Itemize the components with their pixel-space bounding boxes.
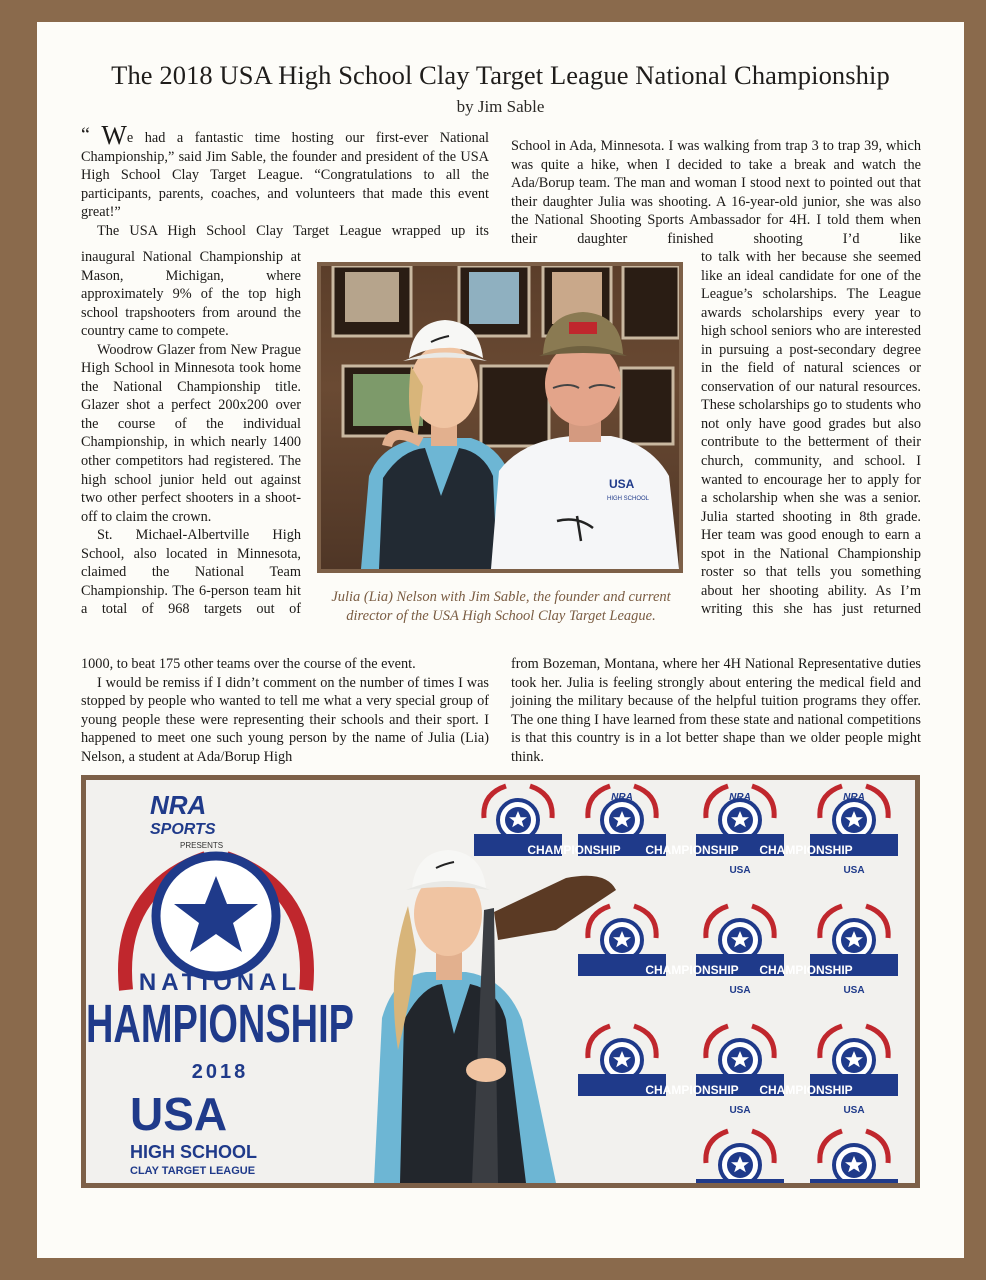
paragraph-1-first-line: e had a fantastic time hosting our first-ever National [126, 130, 490, 146]
presents-text: PRESENTS [180, 841, 224, 850]
article-title: The 2018 USA High School Clay Target League National Championship [111, 60, 890, 90]
photo-julia-championship-banner [81, 775, 920, 1188]
jim-cap-logo [569, 322, 597, 334]
paragraph-3: Woodrow Glazer from New Prague High School in Minnesota took home the National Championship title. Glazer shot a perfect 200x200 over the course of the individual Championship, in which nearly 1400 other competitors had registered. The high school junior held out against two other perfect shooters in a shoot-off to claim the crown. [81, 341, 301, 525]
tile-usa-text: USA [729, 985, 751, 996]
tile-nra-text: NRA [843, 792, 865, 803]
tile-championship-text: CHAMPIONSHIP [527, 843, 621, 857]
photo-1-illustration [321, 266, 679, 569]
shotgun-stock [494, 876, 616, 940]
wall-frame-4 [623, 266, 679, 338]
magazine-page [37, 22, 964, 1258]
wall-frame-7 [621, 368, 673, 444]
right-column-bottom [511, 655, 921, 766]
tile-championship-text: CHAMPIONSHIP [759, 963, 853, 977]
clay-target-league-text: CLAY TARGET LEAGUE [130, 1165, 256, 1177]
article-byline: by Jim Sable [456, 97, 545, 116]
photo-1-caption: Julia (Lia) Nelson with Jim Sable, the founder and current director of the USA High School Clay Target League. [331, 589, 671, 624]
left-column-top [81, 120, 490, 240]
tile-championship-text: CHAMPIONSHIP [759, 843, 853, 857]
initial-letter: W [101, 120, 127, 150]
left-column-narrow [81, 248, 301, 619]
right-column-top [511, 137, 921, 248]
photo-2-illustration [86, 780, 915, 1183]
high-school-text: HIGH SCHOOL [130, 1142, 258, 1162]
jim-shirt-logo-usa: USA [609, 477, 635, 491]
paragraph-1-rest: Championship,” said Jim Sable, the founder and president of the USA High School Clay Target League. “Congratulations to all the participants, parents, coaches, and volunteers that made this event great!” [81, 148, 489, 221]
paragraph-6-start: School in Ada, Minnesota. I was walking from trap 3 to trap 39, which was quite a hike, when I decided to take a break and watch the Ada/Borup team. The man and woman I stood next to pointed out that their daughter Julia was shooting. A 16-year-old junior, she was also the National Shooting Sports Ambassador for 4H. I told them when their daughter finished shooting I’d like [511, 138, 921, 247]
julia-hand [466, 1058, 506, 1082]
jim-shirt-logo-hs: HIGH SCHOOL [607, 496, 650, 502]
nra-sports-text: SPORTS [150, 821, 216, 838]
nra-logo-text: NRA [150, 790, 207, 820]
tile-usa-text: USA [729, 1105, 751, 1116]
tile-usa-text: USA [843, 985, 865, 996]
paragraph-2-start: The USA High School Clay Target League wrapped up its [97, 222, 489, 239]
wall-frame-6 [481, 366, 549, 446]
usa-logo-text: USA [130, 1088, 228, 1140]
tile-championship-text: CHAMPIONSHIP [645, 1083, 739, 1097]
tile-nra-text: NRA [611, 792, 633, 803]
year-text: 2018 [191, 1061, 249, 1083]
tile-usa-text: USA [729, 865, 751, 876]
tile-championship-text: CHAMPIONSHIP [645, 963, 739, 977]
paragraph-4-end: 1000, to beat 175 other teams over the course of the event. [81, 656, 416, 672]
paragraph-6-end: from Bozeman, Montana, where her 4H National Representative duties took her. Julia is feeling strongly about entering the medical field and joining the military because of the helpful tuition programs they offer. The one thing I have learned from these state and national competitions is that this country is in a lot better shape than we older people might think. [511, 656, 921, 765]
tile-championship-text: CHAMPIONSHIP [645, 843, 739, 857]
tile-nra-text: NRA [729, 792, 751, 803]
tile-usa-text: USA [843, 1105, 865, 1116]
tile-championship-text: CHAMPIONSHIP [759, 1083, 853, 1097]
paragraph-4-start: St. Michael-Albertville High School, also located in Minnesota, claimed the National Team Championship. The 6-person team hit a total of 968 targets out of [81, 527, 301, 618]
frame-1-photo [345, 272, 399, 322]
paragraph-5: I would be remiss if I didn’t comment on the number of times I was stopped by people who wanted to tell me what a very special group of young people these were representing their schools and their sport. I happened to meet one such young person by the name of Julia (Lia) Nelson, a student at Ada/Borup High [81, 674, 489, 765]
national-text: NATIONAL [138, 969, 302, 996]
championship-text: HAMPIONSHIP [86, 994, 354, 1054]
paragraph-6-middle: to talk with her because she seemed like an ideal candidate for one of the League’s scholarships. The League awards scholarships every year to high school seniors who are interested in pursuing a post-secondary degree in the field of natural sciences or conservation of our natural resources. These scholarships go to students who not only have good grades but also contribute to the betterment of their church, community, and school. I wanted to encourage her to apply for a scholarship when she was a senior. Julia started shooting in 8th grade. Her team was good enough to earn a spot in the National Championship roster so that tells you something about her shooting ability. As I’m writing this she has just returned [701, 249, 921, 618]
paragraph-2-rest: inaugural National Championship at Mason, Michigan, where approximately 9% of the top high school trapshooters from around the country came to compete. [81, 249, 301, 340]
tile-usa-text: USA [843, 865, 865, 876]
paragraph-1 [81, 120, 490, 222]
right-column-narrow [701, 248, 921, 619]
jim-face [545, 342, 621, 426]
opening-quote: “ [81, 124, 90, 146]
left-column-bottom [81, 655, 489, 766]
frame-2-photo [469, 272, 519, 324]
photo-julia-and-jim-sable [317, 262, 683, 573]
jim-shirt [491, 436, 679, 569]
